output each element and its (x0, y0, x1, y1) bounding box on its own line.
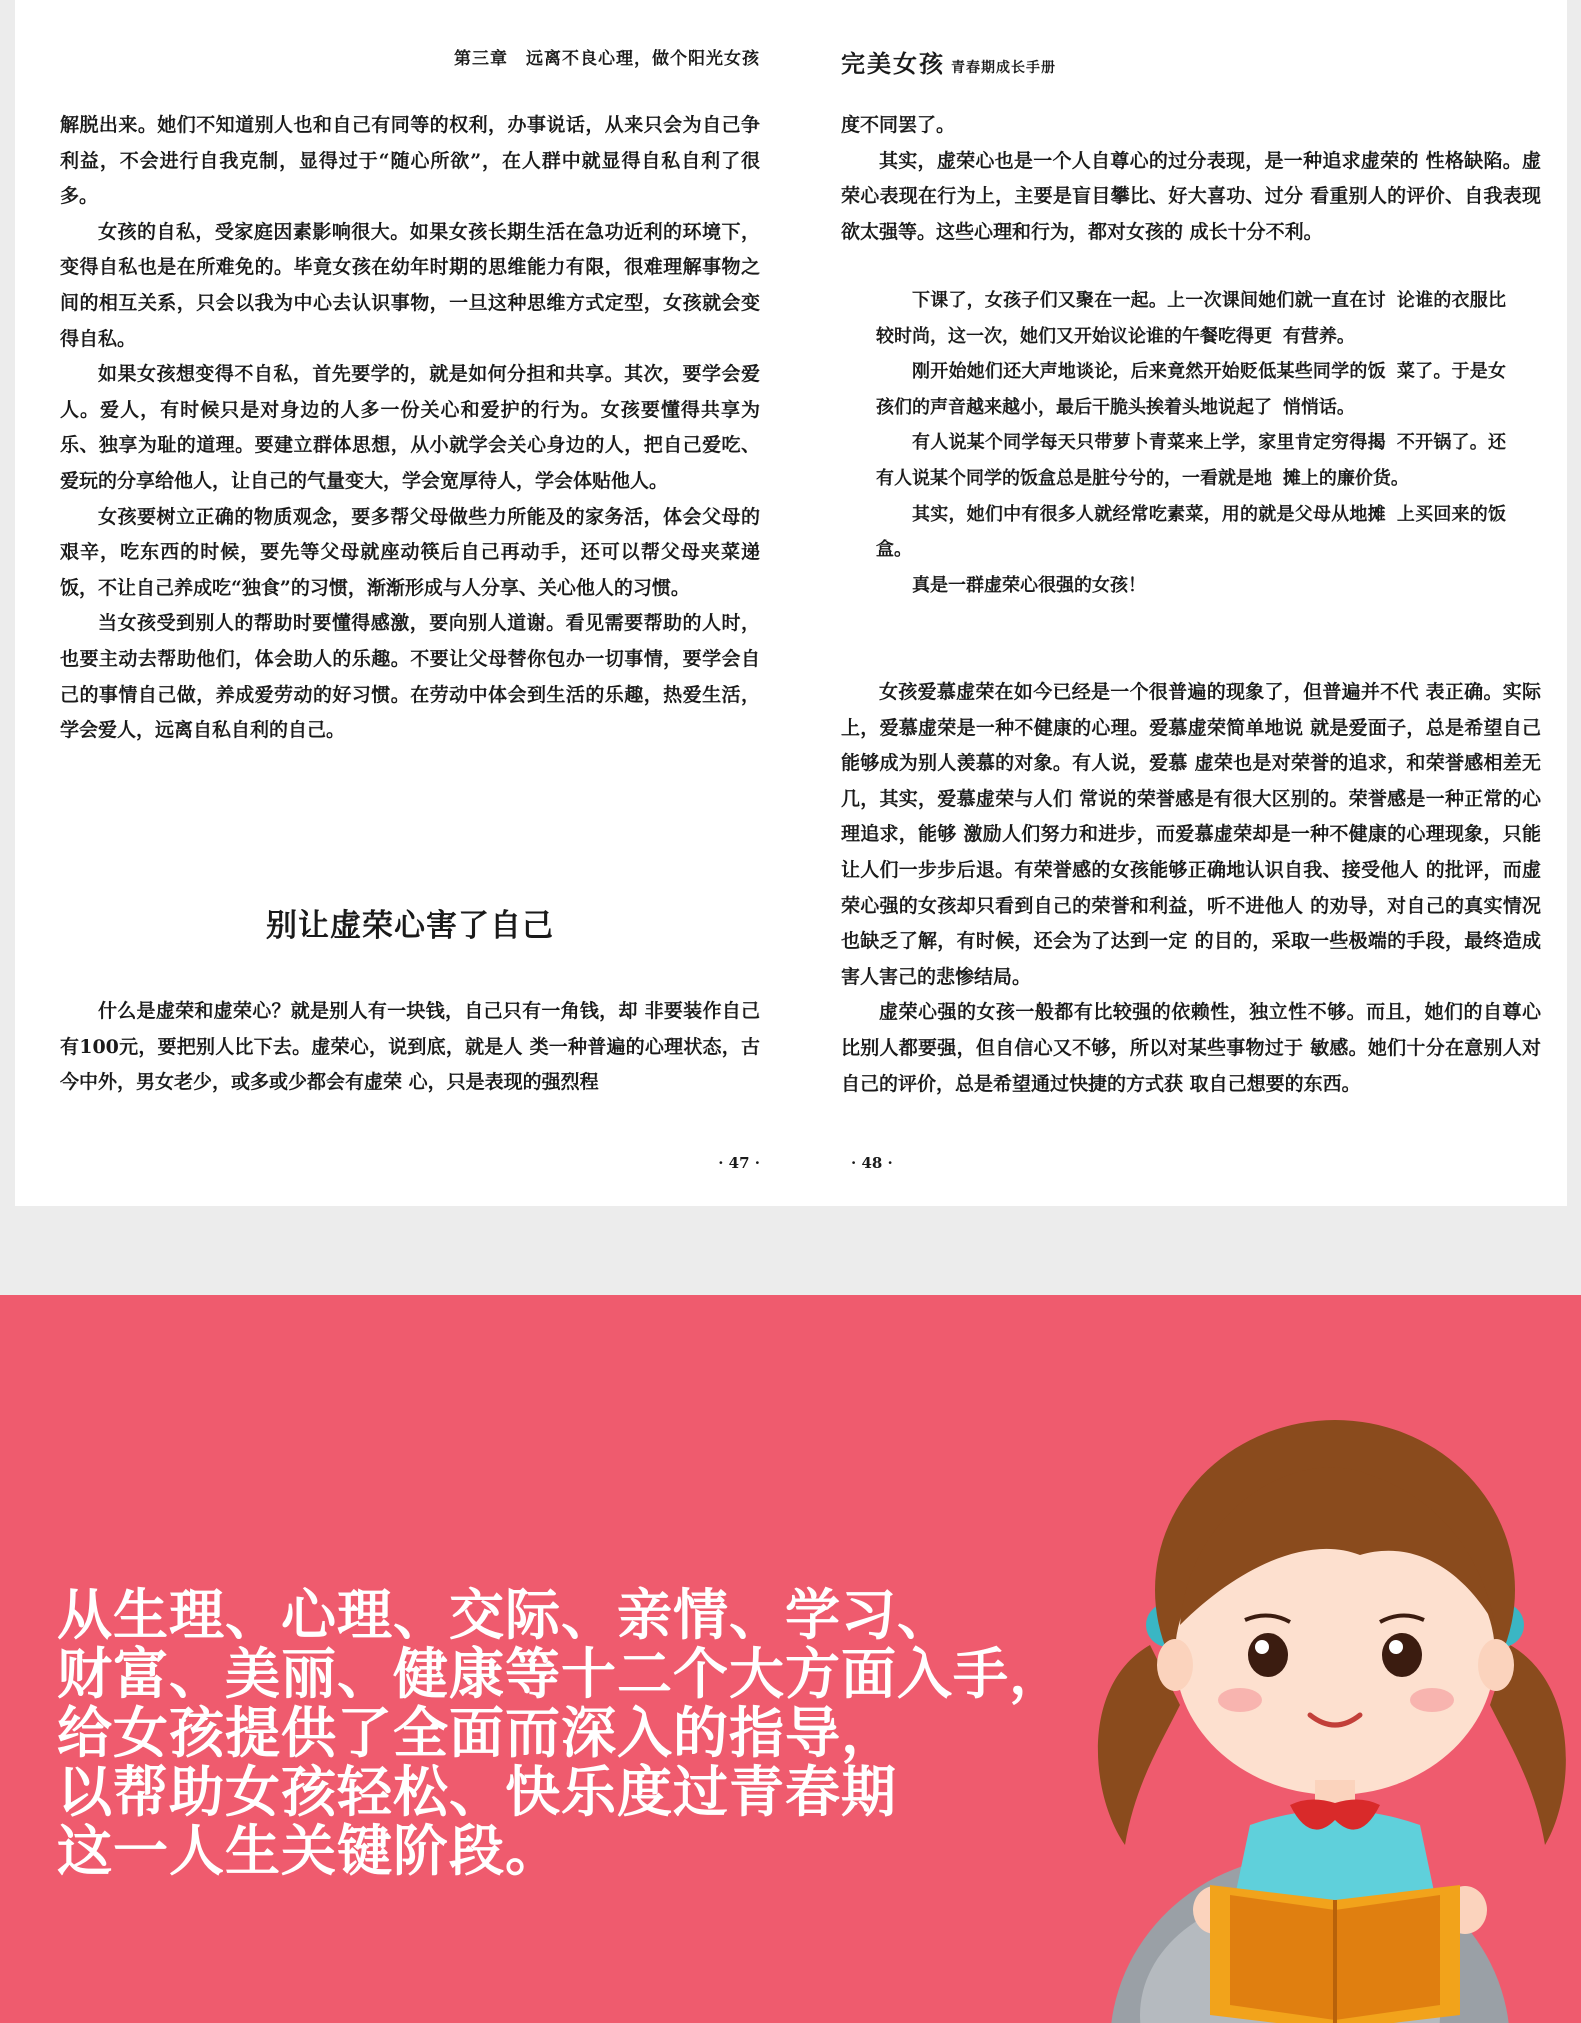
quote-paragraph: 真是一群虚荣心很强的女孩！ (912, 574, 1146, 596)
book-subtitle: 青春期成长手册 (951, 60, 1056, 76)
girl-reading-illustration (1040, 1325, 1581, 2023)
promo-banner (0, 1295, 1581, 2023)
left-page (60, 0, 760, 1206)
paragraph: 什么是虚荣和虚荣心？就是别人有一块钱，自己只有一角钱，却 非要装作自己有100元，要把别人比下去。虚荣心，说到底，就是人 类一种普遍的心理状态，古今中外，男女老少，或多或少都会有虚荣 心，只是表现的强烈程 (60, 1000, 760, 1094)
quote-paragraph: 刚开始她们还大声地谈论，后来竟然开始贬低某些同学的饭 菜了。于是女孩们的声音越来越小，最后干脆头挨着头地说起了 悄悄话。 (876, 361, 1506, 418)
right-body-2 (841, 675, 1541, 1102)
book-spread (15, 0, 1567, 1206)
banner-line: 财富、美丽、健康等十二个大方面入手， (57, 1641, 1066, 1706)
page-number-left: · 47 · (718, 1154, 760, 1172)
banner-line: 给女孩提供了全面而深入的指导， (57, 1700, 898, 1765)
left-body (60, 108, 760, 749)
story-quote (876, 283, 1506, 603)
quote-paragraph: 下课了，女孩子们又聚在一起。上一次课间她们就一直在讨 论谁的衣服比较时尚，这一次，她们又开始议论谁的午餐吃得更 有营养。 (876, 290, 1506, 347)
right-body (841, 108, 1541, 250)
page-number-right: · 48 · (851, 1154, 893, 1172)
right-eye (1382, 1633, 1422, 1677)
running-head-right (841, 44, 1056, 79)
banner-line: 以帮助女孩轻松、快乐度过青春期 (57, 1759, 898, 1824)
quote-paragraph: 有人说某个同学每天只带萝卜青菜来上学，家里肯定穷得揭 不开锅了。还有人说某个同学的饭盒总是脏兮兮的，一看就是地 摊上的廉价货。 (876, 432, 1506, 489)
paragraph: 度不同罢了。 (841, 114, 956, 136)
banner-line: 这一人生关键阶段。 (57, 1818, 562, 1883)
left-section-body (60, 994, 760, 1101)
banner-line: 从生理、心理、交际、亲情、学习、 (57, 1582, 954, 1647)
right-page (841, 0, 1541, 1206)
left-eye (1248, 1633, 1288, 1677)
paragraph: 女孩要树立正确的物质观念，要多帮父母做些力所能及的家务活，体会父母的艰辛，吃东西的时候，要先等父母就座动筷后自己再动手，还可以帮父母夹菜递饭，不让自己养成吃“独食”的习惯，渐渐形成与人分享、关心他人的习惯。 (60, 505, 760, 599)
paragraph: 其实，虚荣心也是一个人自尊心的过分表现，是一种追求虚荣的 性格缺陷。虚荣心表现在行为上，主要是盲目攀比、好大喜功、过分 看重别人的评价、自我表现欲太强等。这些心理和行为，都对女孩的 成长十分不利。 (841, 149, 1541, 243)
paragraph: 当女孩受到别人的帮助时要懂得感激，要向别人道谢。看见需要帮助的人时，也要主动去帮助他们，体会助人的乐趣。不要让父母替你包办一切事情，要学会自己的事情自己做，养成爱劳动的好习惯。在劳动中体会到生活的乐趣，热爱生活，学会爱人，远离自私自利的自己。 (60, 612, 760, 742)
banner-text (57, 1582, 1117, 1883)
paragraph: 女孩爱慕虚荣在如今已经是一个很普遍的现象了，但普遍并不代 表正确。实际上，爱慕虚荣是一种不健康的心理。爱慕虚荣简单地说 就是爱面子，总是希望自己能够成为别人羡慕的对象。有人说，爱慕 虚荣也是对荣誉的追求，和荣誉感相差无几，其实，爱慕虚荣与人们 常说的荣誉感是有很大区别的。荣誉感是一种正常的心理追求，能够 激励人们努力和进步，而爱慕虚荣却是一种不健康的心理现象，只能 让人们一步步后退。有荣誉感的女孩能够正确地认识自我、接受他人 的批评，而虚荣心强的女孩却只看到自己的荣誉和利益，听不进他人 的劝导，对自己的真实情况也缺乏了解，有时候，还会为了达到一定 的目的，采取一些极端的手段，最终造成害人害己的悲惨结局。 (841, 681, 1541, 988)
book-title: 完美女孩 (841, 49, 945, 78)
section-title: 别让虚荣心害了自己 (266, 908, 554, 944)
paragraph: 解脱出来。她们不知道别人也和自己有同等的权利，办事说话，从来只会为自己争利益，不会进行自我克制，显得过于“随心所欲”，在人群中就显得自私自利了很多。 (60, 114, 760, 208)
quote-paragraph: 其实，她们中有很多人就经常吃素菜，用的就是父母从地摊 上买回来的饭盒。 (876, 503, 1506, 561)
paragraph: 如果女孩想变得不自私，首先要学的，就是如何分担和共享。其次，要学会爱人。爱人，有时候只是对身边的人多一份关心和爱护的行为。女孩要懂得共享为乐、独享为耻的道理。要建立群体思想，从小就学会关心身边的人，把自己爱吃、爱玩的分享给他人，让自己的气量变大，学会宽厚待人，学会体贴他人。 (60, 363, 760, 492)
paragraph: 女孩的自私，受家庭因素影响很大。如果女孩长期生活在急功近利的环境下，变得自私也是在所难免的。毕竟女孩在幼年时期的思维能力有限，很难理解事物之间的相互关系，只会以我为中心去认识事物，一旦这种思维方式定型，女孩就会变得自私。 (60, 220, 760, 350)
running-head-left: 第三章 远离不良心理，做个阳光女孩 (454, 49, 760, 69)
paragraph: 虚荣心强的女孩一般都有比较强的依赖性，独立性不够。而且，她们的自尊心比别人都要强，但自信心又不够，所以对某些事物过于 敏感。她们十分在意别人对自己的评价，总是希望通过快捷的方式获 取自己想要的东西。 (841, 1001, 1541, 1095)
